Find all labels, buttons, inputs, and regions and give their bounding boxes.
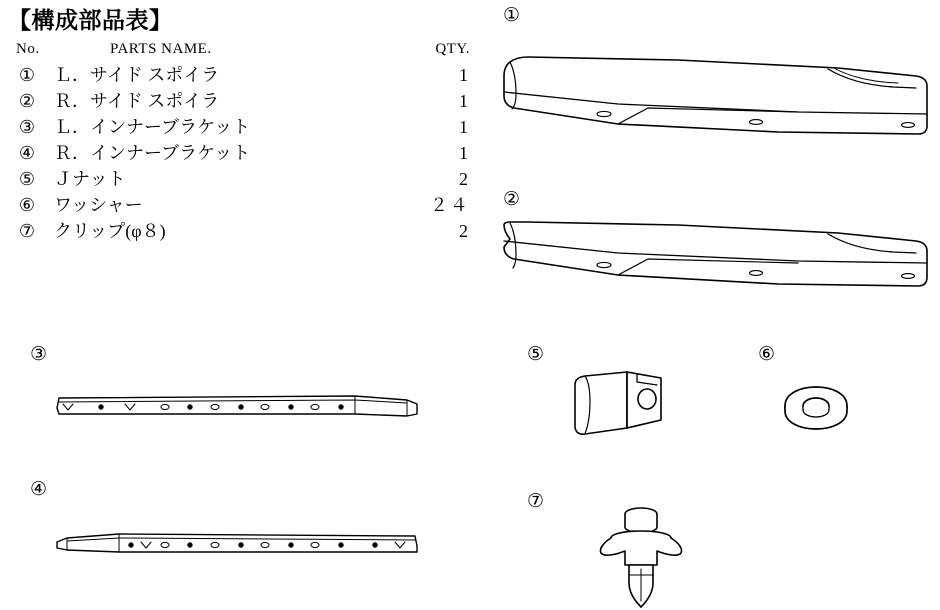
part-qty: 1 bbox=[459, 65, 470, 85]
right-side-spoiler-illustration bbox=[498, 215, 928, 305]
part-name: Ｒ．サイド スポイラ bbox=[54, 91, 220, 111]
figure-callout-2: ② bbox=[503, 189, 521, 210]
part-number: ② bbox=[18, 91, 36, 111]
part-number: ⑤ bbox=[18, 169, 36, 189]
part-qty: 1 bbox=[459, 91, 470, 111]
left-inner-bracket-illustration bbox=[55, 392, 420, 422]
part-name: クリップ(φ８) bbox=[54, 221, 166, 241]
part-name: Ｊナット bbox=[54, 169, 126, 189]
part-number: ⑦ bbox=[18, 221, 36, 241]
right-inner-bracket-illustration bbox=[55, 530, 420, 560]
part-name: Ｌ．サイド スポイラ bbox=[54, 65, 220, 85]
part-qty: 2 bbox=[459, 169, 470, 189]
figure-callout-6: ⑥ bbox=[758, 344, 776, 365]
part-qty: 2 bbox=[459, 221, 470, 241]
column-header-no: No. bbox=[16, 41, 40, 57]
figure-callout-4: ④ bbox=[30, 479, 48, 500]
column-header-qty: QTY. bbox=[435, 41, 470, 57]
table-row bbox=[10, 62, 480, 88]
part-number: ⑥ bbox=[18, 195, 36, 215]
part-name: ワッシャー bbox=[54, 195, 143, 215]
part-qty: 1 bbox=[459, 117, 470, 137]
part-qty: ２４ bbox=[430, 195, 470, 215]
table-row bbox=[10, 140, 480, 166]
figure-callout-7: ⑦ bbox=[527, 491, 545, 512]
j-nut-illustration bbox=[565, 368, 670, 448]
figure-callout-1: ① bbox=[503, 5, 521, 26]
left-side-spoiler-illustration bbox=[498, 52, 928, 142]
part-number: ③ bbox=[18, 117, 36, 137]
table-row bbox=[10, 114, 480, 140]
table-row bbox=[10, 88, 480, 114]
table-row bbox=[10, 192, 480, 218]
clip-illustration bbox=[595, 505, 687, 610]
part-number: ① bbox=[18, 65, 36, 85]
table-header-row bbox=[10, 36, 480, 62]
table-row bbox=[10, 166, 480, 192]
figure-callout-5: ⑤ bbox=[527, 344, 545, 365]
part-qty: 1 bbox=[459, 143, 470, 163]
washer-illustration bbox=[782, 385, 852, 435]
parts-table bbox=[10, 36, 480, 244]
part-number: ④ bbox=[18, 143, 36, 163]
page-title: 【構成部品表】 bbox=[8, 8, 173, 33]
table-row bbox=[10, 218, 480, 244]
part-name: Ｌ．インナーブラケット bbox=[54, 117, 251, 137]
part-name: Ｒ．インナーブラケット bbox=[54, 143, 251, 163]
figure-callout-3: ③ bbox=[30, 344, 48, 365]
column-header-name: PARTS NAME. bbox=[110, 41, 212, 57]
